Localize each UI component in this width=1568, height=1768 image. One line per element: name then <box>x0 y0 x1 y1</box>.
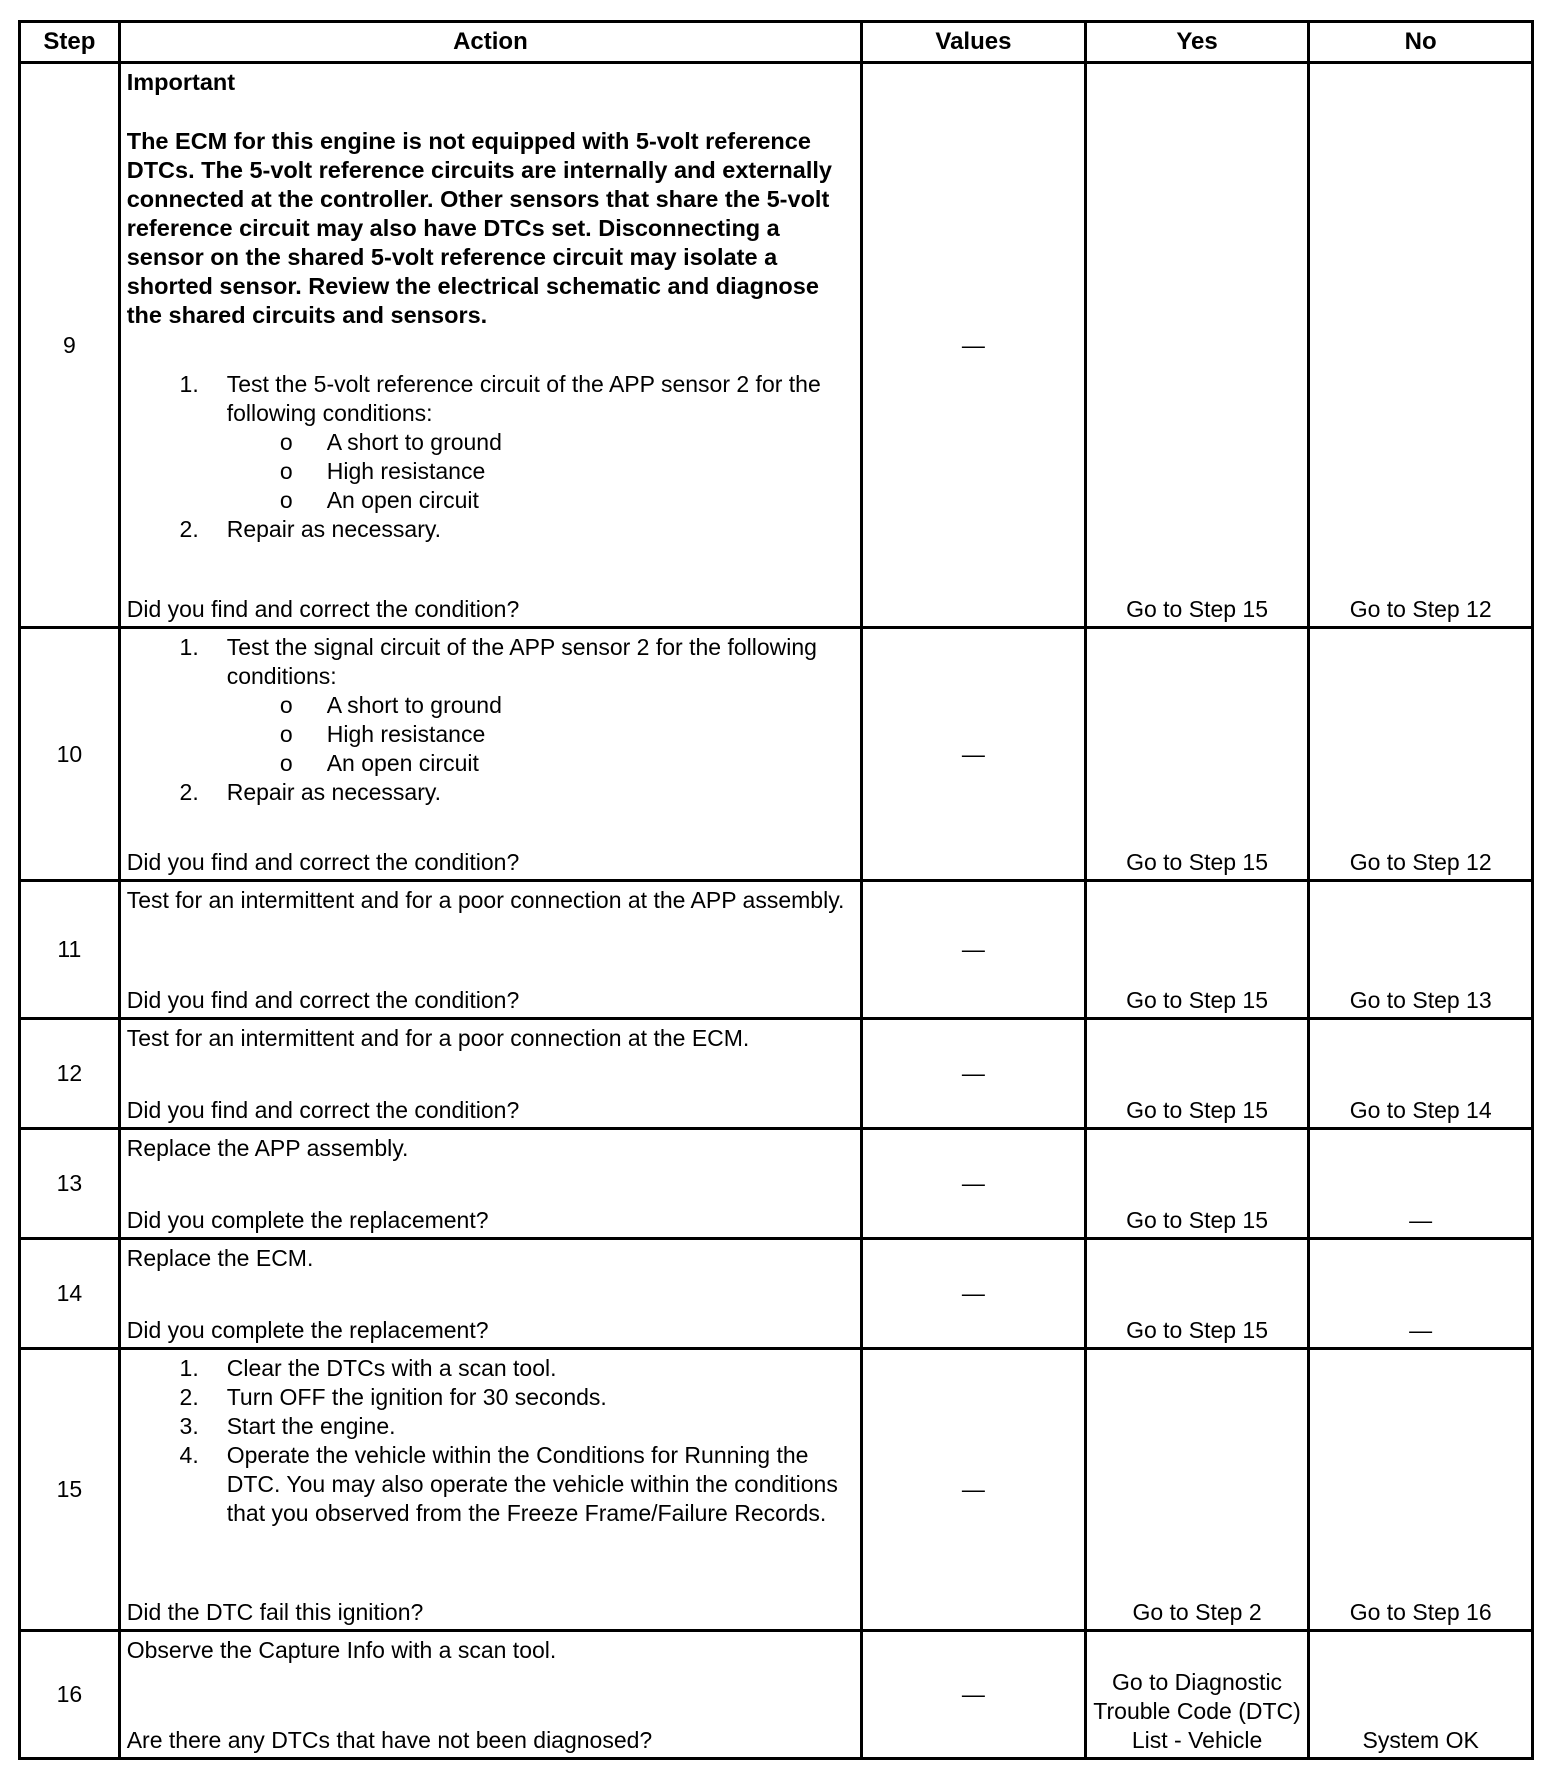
action-text: Observe the Capture Info with a scan tool. <box>126 1637 557 1663</box>
header-row <box>20 22 1533 63</box>
table-row <box>20 1239 1533 1349</box>
action-cell <box>119 1129 861 1239</box>
header-yes: Yes <box>1085 22 1309 63</box>
header-values: Values <box>862 22 1086 63</box>
no-link[interactable]: Go to Step 14 <box>1349 1097 1492 1123</box>
table-row <box>20 1019 1533 1129</box>
yes-cell[interactable] <box>1085 1631 1309 1759</box>
header-action: Action <box>119 22 861 63</box>
values-cell: — <box>862 628 1086 881</box>
no-link[interactable]: Go to Step 12 <box>1349 596 1492 622</box>
yes-link[interactable]: Go to Diagnostic Trouble Code (DTC) List - Vehicle <box>1093 1669 1301 1753</box>
important-note <box>127 68 852 330</box>
no-cell <box>1309 1129 1533 1239</box>
step-number: 13 <box>20 1129 120 1239</box>
list-item: o High resistance <box>279 458 486 484</box>
question-text: Did you find and correct the condition? <box>126 987 520 1013</box>
step-number: 15 <box>20 1349 120 1631</box>
action-cell <box>119 881 861 1019</box>
yes-cell[interactable] <box>1085 63 1309 628</box>
condition-list <box>227 691 852 778</box>
step-number: 14 <box>20 1239 120 1349</box>
list-item: o An open circuit <box>279 487 479 513</box>
yes-link[interactable]: Go to Step 2 <box>1132 1599 1262 1625</box>
list-item: o A short to ground <box>279 429 502 455</box>
list-item: o A short to ground <box>279 692 502 718</box>
list-item: 2. Turn OFF the ignition for 30 seconds. <box>179 1384 607 1410</box>
table-row <box>20 628 1533 881</box>
yes-cell[interactable] <box>1085 881 1309 1019</box>
list-item: 1. Test the signal circuit of the APP sensor 2 for the following conditions: o A short to ground o High resistance o An open circuit <box>127 633 852 778</box>
values-cell: — <box>862 63 1086 628</box>
yes-link[interactable]: Go to Step 15 <box>1126 849 1269 875</box>
question-text: Are there any DTCs that have not been diagnosed? <box>126 1727 653 1753</box>
action-cell <box>119 628 861 881</box>
list-item: 3. Start the engine. <box>179 1413 396 1439</box>
action-text: Replace the ECM. <box>126 1245 314 1271</box>
condition-list <box>227 428 852 515</box>
table-row <box>20 1129 1533 1239</box>
yes-link[interactable]: Go to Step 15 <box>1126 1097 1269 1123</box>
diagnostic-table <box>18 20 1534 1760</box>
action-cell <box>119 1019 861 1129</box>
values-cell: — <box>862 1239 1086 1349</box>
no-value: System OK <box>1362 1727 1479 1753</box>
yes-cell[interactable] <box>1085 1349 1309 1631</box>
list-item: o An open circuit <box>279 750 479 776</box>
values-cell: — <box>862 1129 1086 1239</box>
no-cell <box>1309 1239 1533 1349</box>
step-list <box>127 1354 852 1528</box>
action-text: Test for an intermittent and for a poor connection at the APP assembly. <box>126 887 845 913</box>
yes-cell[interactable] <box>1085 1019 1309 1129</box>
yes-link[interactable]: Go to Step 15 <box>1126 596 1269 622</box>
no-value: — <box>1409 1207 1433 1233</box>
no-link[interactable]: Go to Step 13 <box>1349 987 1492 1013</box>
no-link[interactable]: Go to Step 12 <box>1349 849 1492 875</box>
no-value: — <box>1409 1317 1433 1343</box>
header-step: Step <box>20 22 120 63</box>
yes-link[interactable]: Go to Step 15 <box>1126 1317 1269 1343</box>
action-text: Replace the APP assembly. <box>126 1135 409 1161</box>
question-text: Did you find and correct the condition? <box>126 596 520 622</box>
values-cell: — <box>862 1019 1086 1129</box>
step-number: 12 <box>20 1019 120 1129</box>
values-cell: — <box>862 1631 1086 1759</box>
no-link[interactable]: Go to Step 16 <box>1349 1599 1492 1625</box>
action-text: Test for an intermittent and for a poor connection at the ECM. <box>126 1025 750 1051</box>
values-cell: — <box>862 881 1086 1019</box>
table-row <box>20 63 1533 628</box>
question-text: Did you complete the replacement? <box>126 1317 489 1343</box>
no-cell[interactable] <box>1309 1349 1533 1631</box>
question-text: Did you complete the replacement? <box>126 1207 489 1233</box>
question-text: Did the DTC fail this ignition? <box>126 1599 424 1625</box>
list-item: 2. Repair as necessary. <box>179 779 442 805</box>
action-cell <box>119 63 861 628</box>
action-cell <box>119 1631 861 1759</box>
no-cell[interactable] <box>1309 628 1533 881</box>
step-number: 9 <box>20 63 120 628</box>
important-label: Important <box>126 69 236 95</box>
yes-link[interactable]: Go to Step 15 <box>1126 1207 1269 1233</box>
step-number: 10 <box>20 628 120 881</box>
table-row <box>20 881 1533 1019</box>
values-cell: — <box>862 1349 1086 1631</box>
list-item: o High resistance <box>279 721 486 747</box>
step-list <box>127 633 852 807</box>
no-cell[interactable] <box>1309 1019 1533 1129</box>
header-no: No <box>1309 22 1533 63</box>
step-list <box>127 370 852 544</box>
question-text: Did you find and correct the condition? <box>126 1097 520 1123</box>
yes-link[interactable]: Go to Step 15 <box>1126 987 1269 1013</box>
yes-cell[interactable] <box>1085 628 1309 881</box>
no-cell[interactable] <box>1309 881 1533 1019</box>
no-cell[interactable] <box>1309 63 1533 628</box>
action-cell <box>119 1349 861 1631</box>
table-row <box>20 1349 1533 1631</box>
table-row <box>20 1631 1533 1759</box>
important-text: The ECM for this engine is not equipped with 5-volt reference DTCs. The 5-volt reference circuits are internally and externally connected at the controller. Other sensors that share the 5-volt reference circuit may also have DTCs set. Disconnecting a sensor on the shared 5-volt reference circuit may isolate a shorted sensor. Review the electrical schematic and diagnose the shared circuits and sensors. <box>126 128 832 328</box>
question-text: Did you find and correct the condition? <box>126 849 520 875</box>
action-cell <box>119 1239 861 1349</box>
list-item: 2. Repair as necessary. <box>179 516 442 542</box>
yes-cell[interactable] <box>1085 1239 1309 1349</box>
list-item: 1. Test the 5-volt reference circuit of the APP sensor 2 for the following conditions: o A short to ground o High resistance o An open circuit <box>127 370 852 515</box>
no-cell <box>1309 1631 1533 1759</box>
step-number: 11 <box>20 881 120 1019</box>
step-number: 16 <box>20 1631 120 1759</box>
yes-cell[interactable] <box>1085 1129 1309 1239</box>
list-item: 4. Operate the vehicle within the Conditions for Running the DTC. You may also operate the vehicle within the conditions that you observed from the Freeze Frame/Failure Records. <box>179 1442 838 1526</box>
list-item: 1. Clear the DTCs with a scan tool. <box>179 1355 557 1381</box>
